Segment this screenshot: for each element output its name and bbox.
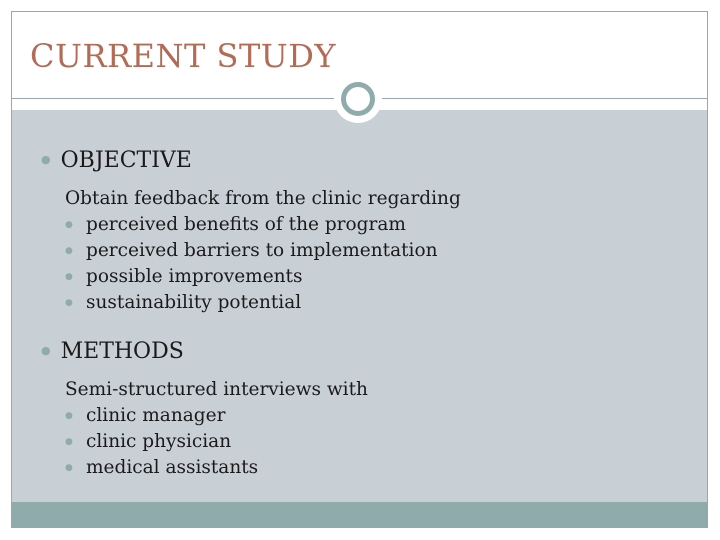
list-item: ● sustainability potential — [65, 290, 461, 316]
content-panel — [12, 110, 707, 502]
bullet-icon: ● — [65, 298, 73, 308]
circle-ornament-icon — [334, 75, 382, 123]
objective-heading: OBJECTIVE — [60, 148, 192, 173]
list-item: ● clinic manager — [65, 403, 368, 429]
footer-bar — [12, 502, 707, 527]
section-heading — [41, 146, 461, 175]
bullet-icon: ● — [41, 344, 51, 357]
bullet-icon: ● — [65, 246, 73, 256]
list-item: ● perceived benefits of the program — [65, 212, 461, 238]
list-item: ● perceived barriers to implementation — [65, 238, 461, 264]
bullet-icon: ● — [41, 153, 51, 166]
bullet-icon: ● — [65, 437, 73, 447]
bullet-icon: ● — [65, 463, 73, 473]
methods-heading: METHODS — [60, 339, 184, 364]
list-item: ● clinic physician — [65, 429, 368, 455]
bullet-icon: ● — [65, 272, 73, 282]
objective-intro: Obtain feedback from the clinic regarding — [65, 188, 461, 209]
bullet-icon: ● — [65, 411, 73, 421]
list-item: ● medical assistants — [65, 455, 368, 481]
list-item: ● possible improvements — [65, 264, 461, 290]
methods-intro: Semi-structured interviews with — [65, 379, 368, 400]
objective-section — [41, 146, 461, 316]
methods-section — [41, 337, 368, 481]
bullet-icon: ● — [65, 220, 73, 230]
slide-title: CURRENT STUDY — [30, 37, 337, 75]
ring-icon — [341, 82, 375, 116]
section-heading — [41, 337, 368, 366]
